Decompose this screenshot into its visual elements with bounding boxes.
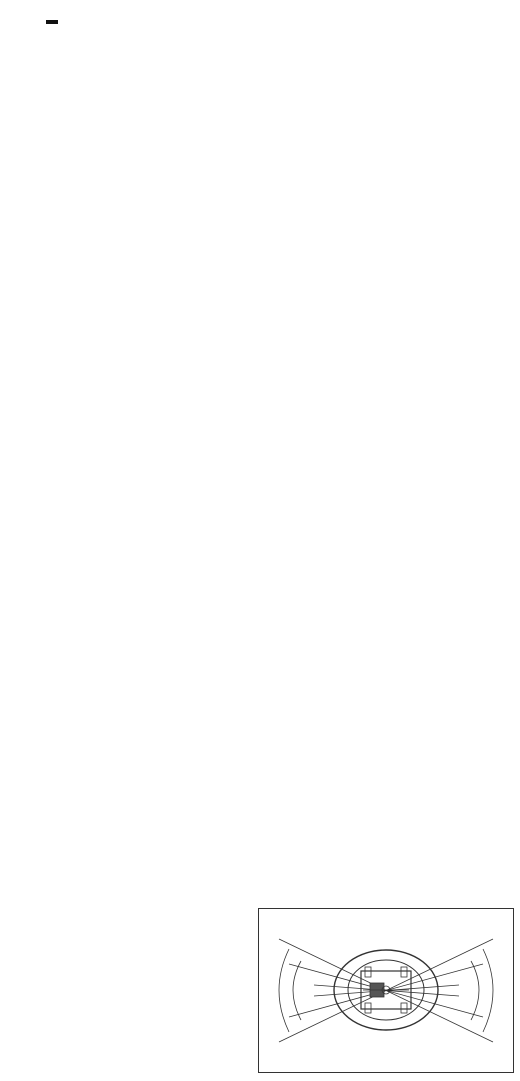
- rotation-diagram-svg: [259, 909, 513, 1072]
- rotation-diagram: [258, 908, 514, 1073]
